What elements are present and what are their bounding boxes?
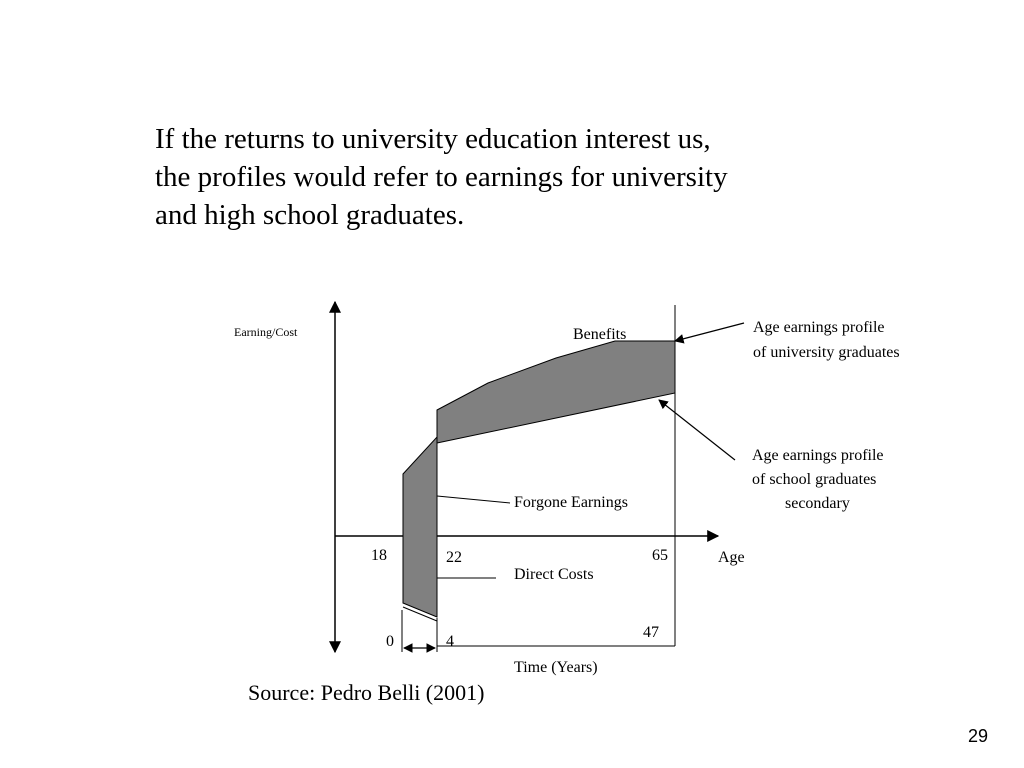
intro-line-3: and high school graduates. xyxy=(155,199,465,231)
age-retirement-label: 65 xyxy=(652,547,668,564)
year-end-label: 47 xyxy=(643,624,659,641)
x-axis-label: Age xyxy=(718,549,745,566)
school-profile-arrow xyxy=(659,400,735,460)
forgone-leader xyxy=(437,496,510,503)
school-profile-line-1: Age earnings profile xyxy=(752,447,884,464)
university-profile-line-2: of university graduates xyxy=(753,344,900,361)
forgone-earnings-label: Forgone Earnings xyxy=(514,494,628,511)
direct-costs-label: Direct Costs xyxy=(514,566,594,583)
age-start-label: 18 xyxy=(371,547,387,564)
intro-line-1: If the returns to university education interest us, xyxy=(155,123,711,155)
year-graduation-label: 4 xyxy=(446,633,454,650)
page-number: 29 xyxy=(967,726,988,746)
university-profile-line-1: Age earnings profile xyxy=(753,319,885,336)
year-start-label: 0 xyxy=(386,633,394,650)
benefits-area xyxy=(437,341,675,443)
school-profile-line-3: secondary xyxy=(785,495,850,512)
time-axis-label: Time (Years) xyxy=(514,659,598,676)
cost-area xyxy=(403,437,437,617)
y-axis-label: Earning/Cost xyxy=(234,325,298,339)
university-profile-label xyxy=(753,319,900,361)
intro-line-2: the profiles would refer to earnings for university xyxy=(155,161,728,193)
source-citation: Source: Pedro Belli (2001) xyxy=(248,680,485,705)
benefits-label: Benefits xyxy=(573,326,627,343)
university-profile-arrow xyxy=(675,323,744,341)
school-profile-label xyxy=(752,447,888,512)
school-profile-line-2: of school graduates xyxy=(752,471,877,488)
age-graduation-label: 22 xyxy=(446,549,462,566)
